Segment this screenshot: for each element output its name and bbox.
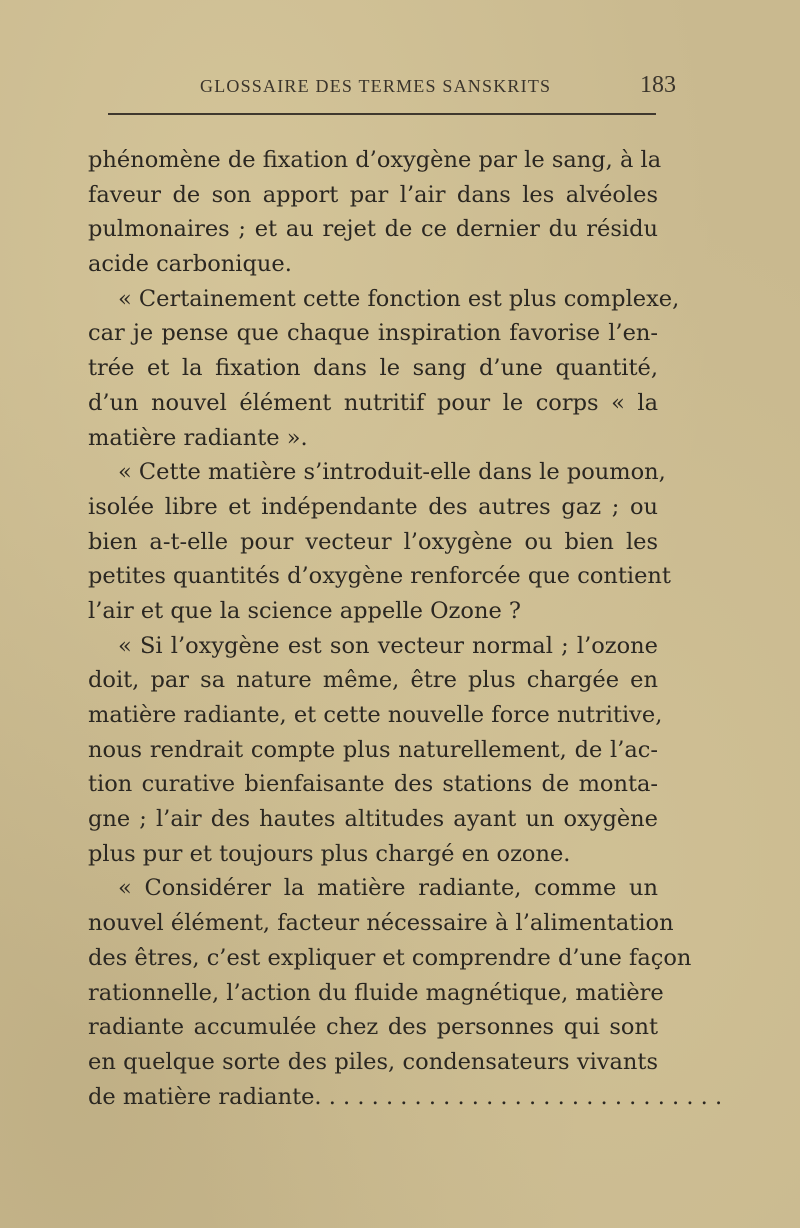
text-line: doit, par sa nature même, être plus chargée en — [88, 667, 658, 694]
text-line: « Cette matière s’introduit-elle dans le poumon, — [118, 459, 666, 486]
running-title: GLOSSAIRE DES TERMES SANSKRITS — [200, 76, 552, 96]
text-line: de matière radiante. . . . . . . . . . . . . . . . . . . . . . . . . . . . . — [88, 1083, 723, 1110]
text-line: acide carbonique. — [88, 251, 292, 278]
text-line: « Si l’oxygène est son vecteur normal ; l’ozone — [118, 632, 658, 659]
text-line: isolée libre et indépendante des autres gaz ; ou — [88, 493, 658, 520]
text-line: pulmonaires ; et au rejet de ce dernier du résidu — [88, 216, 658, 243]
page-header — [108, 72, 676, 110]
body-text — [88, 143, 723, 1114]
text-line: « Certainement cette fonction est plus complexe, — [118, 285, 680, 312]
text-line: nous rendrait compte plus naturellement, de l’ac- — [88, 736, 658, 763]
text-line: car je pense que chaque inspiration favorise l’en- — [88, 320, 658, 347]
text-line: « Considérer la matière radiante, comme un — [118, 875, 658, 902]
text-line: petites quantités d’oxygène renforcée que contient — [88, 563, 671, 590]
text-line: en quelque sorte des piles, condensateurs vivants — [88, 1048, 658, 1075]
text-line: gne ; l’air des hautes altitudes ayant un oxygène — [88, 806, 658, 833]
text-line: matière radiante ». — [88, 424, 308, 451]
text-line: rationnelle, l’action du fluide magnétique, matière — [88, 979, 664, 1006]
text-line: plus pur et toujours plus chargé en ozone. — [88, 840, 571, 867]
text-line: radiante accumulée chez des personnes qui sont — [88, 1014, 658, 1041]
text-line: bien a-t-elle pour vecteur l’oxygène ou bien les — [88, 528, 658, 555]
text-line: d’un nouvel élément nutritif pour le corps « la — [88, 389, 658, 416]
text-line: matière radiante, et cette nouvelle force nutritive, — [88, 702, 663, 728]
text-line: phénomène de fixation d’oxygène par le sang, à la — [88, 147, 662, 173]
text-line: tion curative bienfaisante des stations de monta- — [88, 771, 658, 798]
text-line: des êtres, c’est expliquer et comprendre d’une façon — [88, 944, 692, 971]
text-line: faveur de son apport par l’air dans les alvéoles — [88, 181, 658, 208]
text-line: l’air et que la science appelle Ozone ? — [88, 597, 521, 624]
page-number: 183 — [640, 72, 676, 98]
text-line: nouvel élément, facteur nécessaire à l’alimentation — [88, 910, 674, 937]
header-rule — [108, 113, 656, 115]
text-line: trée et la fixation dans le sang d’une quantité, — [88, 355, 658, 382]
